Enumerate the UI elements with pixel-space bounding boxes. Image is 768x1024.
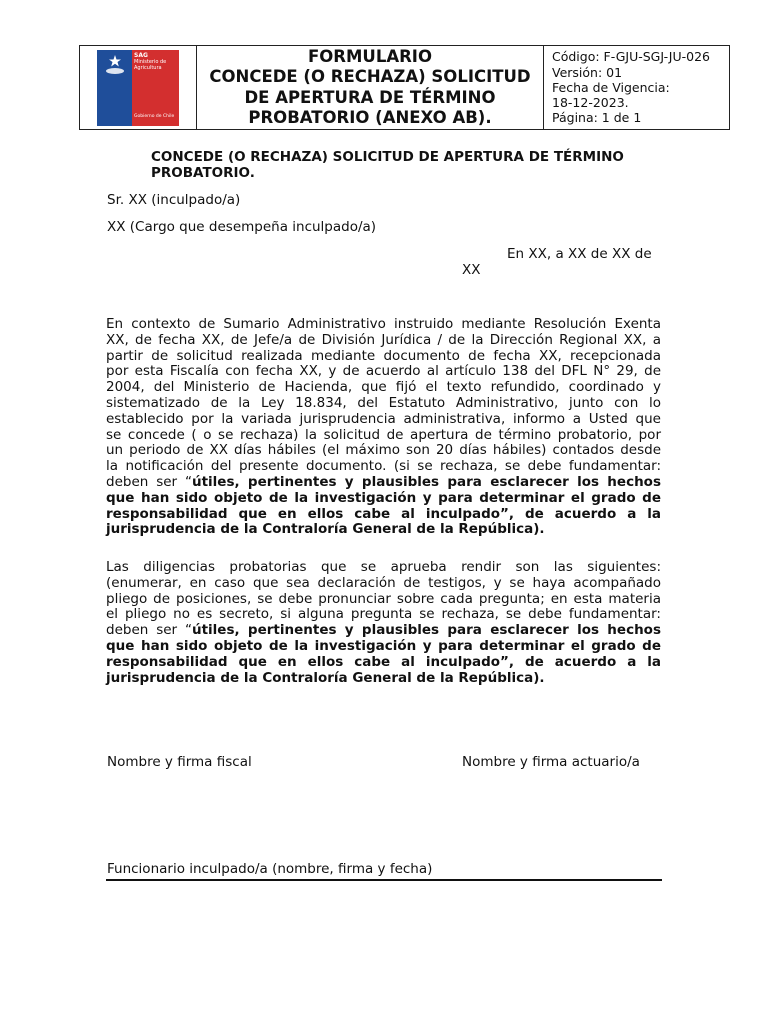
form-title-line: PROBATORIO (ANEXO AB). [248, 108, 492, 127]
logo-cell [80, 46, 197, 129]
validity-date: 18-12-2023. [552, 95, 629, 111]
sag-logo [97, 50, 179, 126]
signature-actuario: Nombre y firma actuario/a [462, 754, 640, 770]
paragraph-line: establecido por la variada jurisprudencia administrativa, informo a Usted que [106, 410, 661, 427]
plain-fragment: deben ser “ [106, 622, 192, 639]
logo-org-line2: Agricultura [134, 64, 162, 71]
coat-of-arms-icon [102, 54, 128, 76]
subject-line: CONCEDE (O RECHAZA) SOLICITUD DE APERTURA DE TÉRMINO [151, 149, 624, 165]
bold-fragment: útiles, pertinentes y plausibles para esclarecer los hechos [191, 473, 661, 490]
paragraph-line: por esta Fiscalía con fecha XX, y de acuerdo al artículo 138 del DFL N° 29, de [106, 363, 661, 380]
form-title-line: CONCEDE (O RECHAZA) SOLICITUD [209, 67, 531, 86]
form-title-line: FORMULARIO [308, 46, 432, 66]
paragraph-line: En contexto de Sumario Administrativo instruido mediante Resolución Exenta [106, 316, 661, 332]
addressee: Sr. XX (inculpado/a) [107, 192, 241, 208]
paragraph-line: un periodo de XX días hábiles (el máximo son 20 días hábiles) contados desde [106, 442, 661, 459]
logo-org-short: SAG [134, 51, 148, 59]
paragraph-line-bold: jurisprudencia de la Contraloría General de la República). [106, 669, 545, 686]
place-date-line: En XX, a XX de XX de [507, 246, 652, 262]
addressee-role: XX (Cargo que desempeña inculpado/a) [107, 219, 377, 235]
plain-fragment: deben ser “ [106, 473, 192, 490]
paragraph-line-bold: que han sido objeto de la investigación y para determinar el grado de [106, 489, 661, 506]
version-text: Versión: 01 [552, 64, 623, 80]
paragraph-line: (enumerar, en caso que sea declaración de testigos, y se haya acompañado [106, 574, 661, 591]
logo-blue-band [97, 50, 132, 126]
paragraph-line: se concede ( o se rechaza) la solicitud de apertura de término probatorio, por [106, 426, 661, 443]
validity-label: Fecha de Vigencia: [552, 79, 670, 95]
page-number: Página: 1 de 1 [552, 110, 642, 126]
signature-inculpado: Funcionario inculpado/a (nombre, firma y fecha) [107, 861, 433, 877]
body-paragraph-1 [106, 317, 661, 538]
logo-org-line1: Ministerio de [134, 58, 167, 65]
subject-line: PROBATORIO. [151, 165, 255, 181]
paragraph-line-mixed [106, 623, 661, 639]
paragraph-line-bold: que han sido objeto de la investigación y para determinar el grado de [106, 637, 661, 654]
paragraph-line: sistematizado de la Ley 18.834, del Estatuto Administrativo, junto con lo [106, 394, 661, 411]
document-header-table [79, 45, 730, 130]
paragraph-line-bold: responsabilidad que en ellos cabe al inculpado”, de acuerdo a la [106, 653, 661, 670]
body-paragraph-2 [106, 560, 661, 686]
paragraph-line: Las diligencias probatorias que se aprueba rendir son las siguientes: [106, 559, 661, 575]
signature-fiscal: Nombre y firma fiscal [107, 754, 252, 770]
paragraph-line: XX, de fecha XX, de Jefe/a de División Jurídica / de la Dirección Regional XX, a [106, 331, 661, 348]
document-subject [151, 149, 661, 181]
signature-line [106, 879, 662, 881]
place-date-line: XX [462, 262, 481, 278]
logo-red-band [132, 50, 179, 126]
paragraph-line: la notificación del presente documento. (si se rechaza, se debe fundamentar: [106, 458, 661, 475]
paragraph-line-mixed [106, 475, 661, 491]
paragraph-line-bold: jurisprudencia de la Contraloría General de la República). [106, 521, 545, 538]
code-text: Código: F-GJU-SGJ-JU-026 [552, 49, 711, 65]
paragraph-line: el pliego no es secreto, si alguna pregunta se rechaza, se debe fundamentar: [106, 606, 661, 623]
bold-fragment: útiles, pertinentes y plausibles para esclarecer los hechos [191, 622, 661, 639]
logo-footer: Gobierno de Chile [134, 113, 175, 119]
form-title-line: DE APERTURA DE TÉRMINO [244, 87, 496, 107]
paragraph-line: pliego de posiciones, se debe pronunciar sobre cada pregunta; en esta materia [106, 590, 661, 607]
paragraph-line-bold: responsabilidad que en ellos cabe al inculpado”, de acuerdo a la [106, 505, 661, 522]
paragraph-line: 2004, del Ministerio de Hacienda, que fijó el texto refundido, coordinado y [106, 379, 661, 396]
form-title [197, 46, 544, 129]
document-metadata [544, 46, 729, 129]
paragraph-line: partir de solicitud realizada mediante documento de fecha XX, recepcionada [106, 347, 661, 364]
